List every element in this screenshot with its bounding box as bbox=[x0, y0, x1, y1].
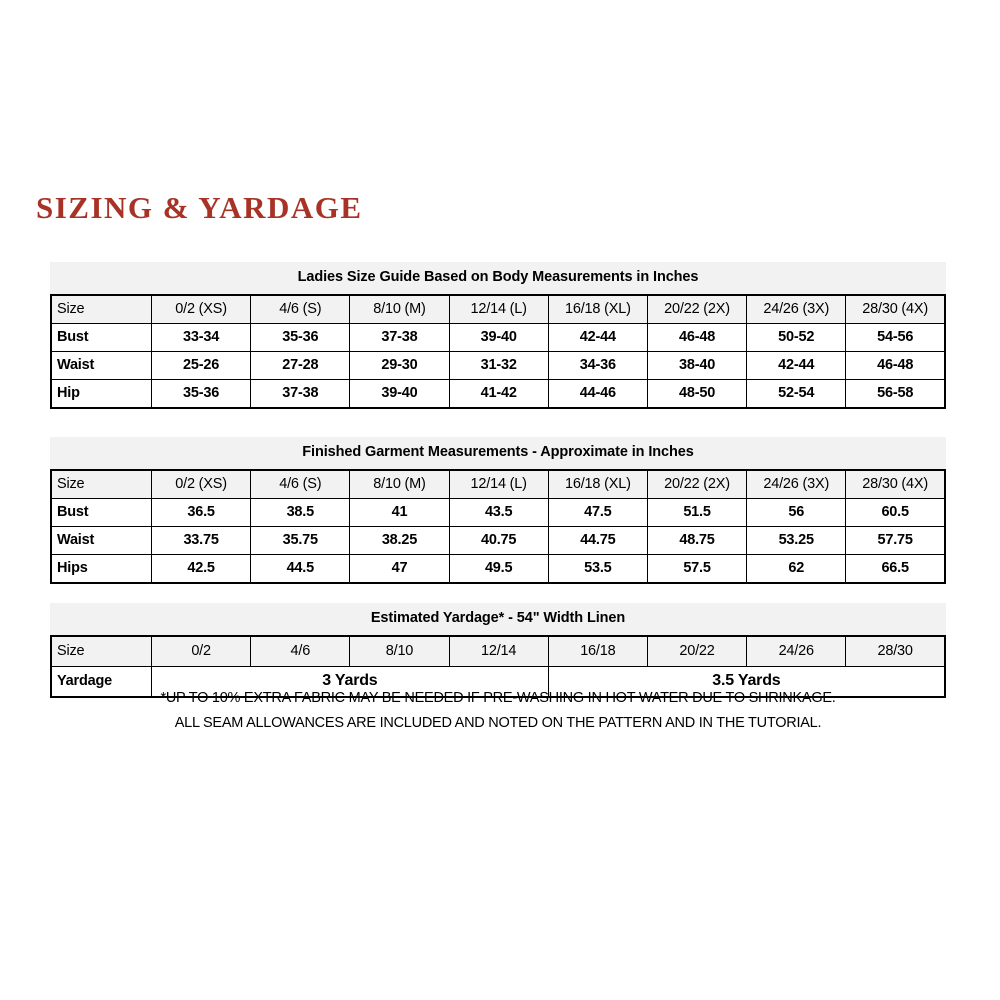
row-label-waist: Waist bbox=[51, 351, 152, 379]
column-header-16-18: 16/18 (XL) bbox=[548, 295, 647, 324]
page-title: SIZING & YARDAGE bbox=[36, 190, 363, 225]
table-finished-garment bbox=[50, 469, 946, 584]
cell-hips-8-10: 47 bbox=[350, 554, 449, 583]
column-header-4-6: 4/6 bbox=[251, 636, 350, 667]
cell-yardage-large-sizes: 3.5 Yards bbox=[548, 666, 945, 697]
column-header-28-30: 28/30 (4X) bbox=[846, 295, 945, 324]
column-header-28-30: 28/30 (4X) bbox=[846, 470, 945, 499]
cell-hips-0-2: 42.5 bbox=[152, 554, 251, 583]
cell-hip-8-10: 39-40 bbox=[350, 379, 449, 408]
column-header-24-26: 24/26 bbox=[747, 636, 846, 667]
cell-hip-24-26: 52-54 bbox=[747, 379, 846, 408]
cell-waist-0-2: 25-26 bbox=[152, 351, 251, 379]
table-caption-estimated-yardage: Estimated Yardage* - 54" Width Linen bbox=[50, 603, 946, 635]
cell-bust-0-2: 36.5 bbox=[152, 498, 251, 526]
column-header-0-2: 0/2 bbox=[152, 636, 251, 667]
cell-bust-12-14: 39-40 bbox=[449, 323, 548, 351]
cell-waist-0-2: 33.75 bbox=[152, 526, 251, 554]
row-label-hip: Hip bbox=[51, 379, 152, 408]
column-header-8-10: 8/10 (M) bbox=[350, 295, 449, 324]
table-row bbox=[51, 351, 945, 379]
column-header-0-2: 0/2 (XS) bbox=[152, 470, 251, 499]
cell-hip-16-18: 44-46 bbox=[548, 379, 647, 408]
column-header-size: Size bbox=[51, 636, 152, 667]
table-block-finished-garment bbox=[50, 437, 946, 584]
cell-hips-16-18: 53.5 bbox=[548, 554, 647, 583]
cell-waist-28-30: 57.75 bbox=[846, 526, 945, 554]
cell-bust-8-10: 37-38 bbox=[350, 323, 449, 351]
cell-bust-12-14: 43.5 bbox=[449, 498, 548, 526]
table-block-body-measurements bbox=[50, 262, 946, 409]
column-header-size: Size bbox=[51, 295, 152, 324]
row-label-waist: Waist bbox=[51, 526, 152, 554]
table-row bbox=[51, 526, 945, 554]
cell-waist-16-18: 34-36 bbox=[548, 351, 647, 379]
row-label-bust: Bust bbox=[51, 323, 152, 351]
cell-waist-16-18: 44.75 bbox=[548, 526, 647, 554]
cell-waist-24-26: 42-44 bbox=[747, 351, 846, 379]
cell-bust-0-2: 33-34 bbox=[152, 323, 251, 351]
cell-waist-28-30: 46-48 bbox=[846, 351, 945, 379]
cell-hips-28-30: 66.5 bbox=[846, 554, 945, 583]
table-row bbox=[51, 323, 945, 351]
table-header-row bbox=[51, 636, 945, 667]
footnote-shrinkage: *UP TO 10% EXTRA FABRIC MAY BE NEEDED IF PRE-WASHING IN HOT WATER DUE TO SHRINKAGE. bbox=[160, 690, 836, 706]
column-header-12-14: 12/14 (L) bbox=[449, 295, 548, 324]
cell-waist-4-6: 35.75 bbox=[251, 526, 350, 554]
footnotes bbox=[50, 686, 946, 736]
column-header-20-22: 20/22 (2X) bbox=[647, 295, 746, 324]
column-header-12-14: 12/14 (L) bbox=[449, 470, 548, 499]
cell-hip-20-22: 48-50 bbox=[647, 379, 746, 408]
cell-hips-20-22: 57.5 bbox=[647, 554, 746, 583]
cell-bust-20-22: 46-48 bbox=[647, 323, 746, 351]
cell-hips-24-26: 62 bbox=[747, 554, 846, 583]
cell-hip-12-14: 41-42 bbox=[449, 379, 548, 408]
footnote-seam-allowances: ALL SEAM ALLOWANCES ARE INCLUDED AND NOTED ON THE PATTERN AND IN THE TUTORIAL. bbox=[174, 715, 822, 731]
cell-waist-20-22: 38-40 bbox=[647, 351, 746, 379]
table-caption-body-measurements: Ladies Size Guide Based on Body Measurements in Inches bbox=[50, 262, 946, 294]
cell-bust-16-18: 42-44 bbox=[548, 323, 647, 351]
column-header-size: Size bbox=[51, 470, 152, 499]
cell-waist-24-26: 53.25 bbox=[747, 526, 846, 554]
cell-bust-28-30: 54-56 bbox=[846, 323, 945, 351]
table-block-estimated-yardage bbox=[50, 603, 946, 698]
cell-bust-20-22: 51.5 bbox=[647, 498, 746, 526]
table-header-row bbox=[51, 295, 945, 324]
table-row bbox=[51, 379, 945, 408]
column-header-24-26: 24/26 (3X) bbox=[747, 470, 846, 499]
cell-bust-28-30: 60.5 bbox=[846, 498, 945, 526]
column-header-16-18: 16/18 (XL) bbox=[548, 470, 647, 499]
cell-waist-4-6: 27-28 bbox=[251, 351, 350, 379]
cell-waist-20-22: 48.75 bbox=[647, 526, 746, 554]
cell-hip-4-6: 37-38 bbox=[251, 379, 350, 408]
cell-waist-12-14: 31-32 bbox=[449, 351, 548, 379]
cell-hip-28-30: 56-58 bbox=[846, 379, 945, 408]
column-header-20-22: 20/22 (2X) bbox=[647, 470, 746, 499]
column-header-0-2: 0/2 (XS) bbox=[152, 295, 251, 324]
row-label-hips: Hips bbox=[51, 554, 152, 583]
cell-yardage-small-sizes: 3 Yards bbox=[152, 666, 549, 697]
cell-bust-8-10: 41 bbox=[350, 498, 449, 526]
row-label-bust: Bust bbox=[51, 498, 152, 526]
column-header-4-6: 4/6 (S) bbox=[251, 295, 350, 324]
cell-bust-4-6: 38.5 bbox=[251, 498, 350, 526]
table-body-measurements bbox=[50, 294, 946, 409]
cell-waist-8-10: 38.25 bbox=[350, 526, 449, 554]
cell-hip-0-2: 35-36 bbox=[152, 379, 251, 408]
cell-bust-4-6: 35-36 bbox=[251, 323, 350, 351]
cell-bust-24-26: 50-52 bbox=[747, 323, 846, 351]
column-header-8-10: 8/10 (M) bbox=[350, 470, 449, 499]
cell-waist-12-14: 40.75 bbox=[449, 526, 548, 554]
table-caption-finished-garment: Finished Garment Measurements - Approximate in Inches bbox=[50, 437, 946, 469]
column-header-20-22: 20/22 bbox=[647, 636, 746, 667]
row-label-yardage: Yardage bbox=[51, 666, 152, 697]
column-header-16-18: 16/18 bbox=[548, 636, 647, 667]
table-row bbox=[51, 498, 945, 526]
table-row bbox=[51, 554, 945, 583]
column-header-12-14: 12/14 bbox=[449, 636, 548, 667]
table-header-row bbox=[51, 470, 945, 499]
column-header-4-6: 4/6 (S) bbox=[251, 470, 350, 499]
cell-bust-16-18: 47.5 bbox=[548, 498, 647, 526]
column-header-8-10: 8/10 bbox=[350, 636, 449, 667]
cell-waist-8-10: 29-30 bbox=[350, 351, 449, 379]
cell-bust-24-26: 56 bbox=[747, 498, 846, 526]
cell-hips-4-6: 44.5 bbox=[251, 554, 350, 583]
column-header-24-26: 24/26 (3X) bbox=[747, 295, 846, 324]
cell-hips-12-14: 49.5 bbox=[449, 554, 548, 583]
column-header-28-30: 28/30 bbox=[846, 636, 945, 667]
